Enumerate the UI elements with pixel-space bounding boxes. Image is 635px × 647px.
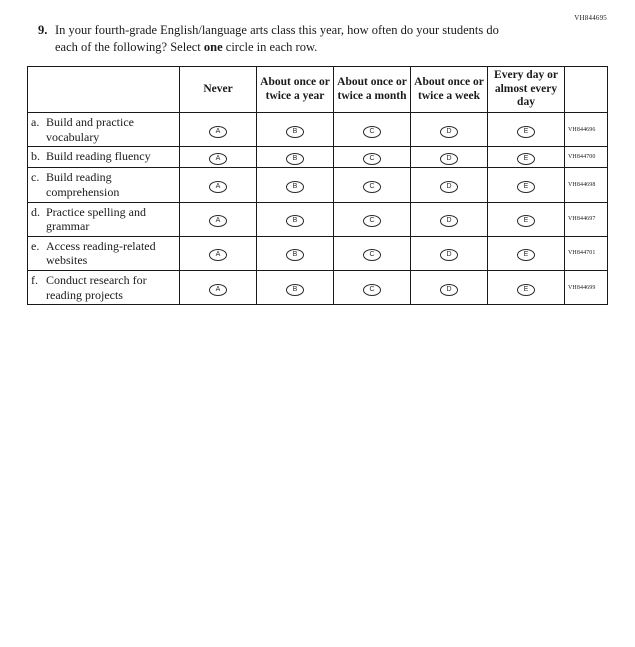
option-cell [411, 168, 488, 202]
answer-bubble[interactable] [517, 181, 535, 193]
bubble-letter: C [369, 217, 375, 225]
column-header-everyday: Every day or almost every day [488, 67, 565, 113]
table-row [28, 168, 608, 202]
row-label: Build reading fluency [46, 149, 151, 164]
frequency-matrix-table [27, 66, 608, 305]
row-label: Build and practice vocabulary [46, 115, 134, 144]
option-cell [257, 113, 334, 147]
option-cell [334, 202, 411, 236]
answer-bubble[interactable] [209, 153, 227, 165]
answer-bubble[interactable] [209, 126, 227, 138]
bubble-letter: D [446, 251, 452, 259]
answer-bubble[interactable] [209, 284, 227, 296]
option-cell [180, 113, 257, 147]
option-cell [180, 202, 257, 236]
row-letter: c. [31, 170, 40, 185]
option-cell [488, 147, 565, 168]
option-cell [334, 168, 411, 202]
column-header-week: About once or twice a week [411, 67, 488, 113]
answer-bubble[interactable] [363, 181, 381, 193]
bubble-letter: D [446, 127, 452, 135]
bubble-letter: B [292, 285, 298, 293]
answer-bubble[interactable] [440, 153, 458, 165]
bubble-letter: B [292, 182, 298, 190]
table-row [28, 271, 608, 305]
bubble-letter: A [215, 182, 221, 190]
code-header-cell [565, 67, 608, 113]
bubble-letter: D [446, 217, 452, 225]
answer-bubble[interactable] [440, 181, 458, 193]
row-letter: f. [31, 273, 38, 287]
row-label: Build reading comprehension [46, 170, 120, 199]
column-header-year: About once or twice a year [257, 67, 334, 113]
row-code: VH844700 [565, 147, 608, 168]
table-row [28, 202, 608, 236]
option-cell [334, 236, 411, 270]
answer-bubble[interactable] [286, 181, 304, 193]
answer-bubble[interactable] [440, 126, 458, 138]
row-code: VH844699 [565, 271, 608, 305]
bubble-letter: B [292, 127, 298, 135]
bubble-letter: E [523, 251, 529, 259]
question-text-bold: one [203, 39, 223, 54]
option-cell [411, 113, 488, 147]
row-letter: d. [31, 204, 40, 219]
answer-bubble[interactable] [209, 249, 227, 261]
row-code: VH844697 [565, 202, 608, 236]
bubble-letter: A [215, 155, 221, 163]
answer-bubble[interactable] [517, 215, 535, 227]
answer-bubble[interactable] [517, 249, 535, 261]
answer-bubble[interactable] [440, 215, 458, 227]
bubble-letter: E [523, 182, 529, 190]
question-block [38, 22, 508, 55]
bubble-letter: A [215, 217, 221, 225]
row-letter: b. [31, 149, 40, 164]
option-cell [180, 236, 257, 270]
bubble-letter: A [215, 127, 221, 135]
bubble-letter: E [523, 217, 529, 225]
answer-bubble[interactable] [286, 249, 304, 261]
column-header-never: Never [180, 67, 257, 113]
option-cell [257, 202, 334, 236]
answer-bubble[interactable] [363, 284, 381, 296]
answer-bubble[interactable] [517, 284, 535, 296]
option-cell [488, 168, 565, 202]
option-cell [257, 147, 334, 168]
table-row [28, 147, 608, 168]
row-label-cell [28, 147, 180, 168]
option-cell [488, 202, 565, 236]
question-number: 9. [38, 23, 48, 37]
option-cell [334, 271, 411, 305]
option-cell [411, 147, 488, 168]
answer-bubble[interactable] [286, 126, 304, 138]
bubble-letter: C [369, 182, 375, 190]
bubble-letter: A [215, 285, 221, 293]
bubble-letter: C [369, 155, 375, 163]
row-label-cell [28, 271, 180, 305]
column-header-month: About once or twice a month [334, 67, 411, 113]
row-label: Practice spelling and grammar [46, 204, 146, 234]
option-cell [257, 271, 334, 305]
answer-bubble[interactable] [209, 215, 227, 227]
bubble-letter: D [446, 182, 452, 190]
header-row [28, 67, 608, 113]
answer-bubble[interactable] [363, 153, 381, 165]
option-cell [180, 168, 257, 202]
question-text-pre: In your fourth-grade English/language arts class this year, how often do your students do each of the following? Select [55, 23, 499, 54]
answer-bubble[interactable] [286, 284, 304, 296]
table-row [28, 236, 608, 270]
option-cell [180, 271, 257, 305]
row-letter: a. [31, 115, 40, 129]
answer-bubble[interactable] [517, 153, 535, 165]
answer-bubble[interactable] [209, 181, 227, 193]
option-cell [334, 147, 411, 168]
row-label: Conduct research for reading projects [46, 273, 147, 302]
row-code: VH844698 [565, 168, 608, 202]
bubble-letter: D [446, 155, 452, 163]
option-cell [411, 271, 488, 305]
option-cell [257, 168, 334, 202]
table-row [28, 113, 608, 147]
option-cell [488, 271, 565, 305]
bubble-letter: D [446, 285, 452, 293]
bubble-letter: C [369, 251, 375, 259]
bubble-letter: E [523, 285, 529, 293]
option-cell [411, 236, 488, 270]
bubble-letter: A [215, 251, 221, 259]
bubble-letter: E [523, 127, 529, 135]
row-code: VH844701 [565, 236, 608, 270]
row-letter: e. [31, 238, 40, 253]
answer-bubble[interactable] [286, 215, 304, 227]
answer-bubble[interactable] [363, 249, 381, 261]
bubble-letter: E [523, 155, 529, 163]
row-label-cell [28, 113, 180, 147]
bubble-letter: C [369, 127, 375, 135]
answer-bubble[interactable] [363, 215, 381, 227]
answer-bubble[interactable] [286, 153, 304, 165]
row-label-cell [28, 236, 180, 270]
answer-bubble[interactable] [440, 284, 458, 296]
bubble-letter: B [292, 155, 298, 163]
option-cell [488, 236, 565, 270]
answer-bubble[interactable] [440, 249, 458, 261]
bubble-letter: C [369, 285, 375, 293]
option-cell [334, 113, 411, 147]
row-label: Access reading-related websites [46, 238, 156, 268]
corner-cell [28, 67, 180, 113]
bubble-letter: B [292, 217, 298, 225]
form-accession-code: VH844695 [574, 14, 607, 22]
question-text-post: circle in each row. [222, 39, 318, 54]
question-text [55, 22, 508, 55]
bubble-letter: B [292, 251, 298, 259]
answer-bubble[interactable] [363, 126, 381, 138]
row-code: VH844696 [565, 113, 608, 147]
option-cell [257, 236, 334, 270]
option-cell [488, 113, 565, 147]
row-label-cell [28, 168, 180, 202]
option-cell [411, 202, 488, 236]
answer-bubble[interactable] [517, 126, 535, 138]
option-cell [180, 147, 257, 168]
row-label-cell [28, 202, 180, 236]
